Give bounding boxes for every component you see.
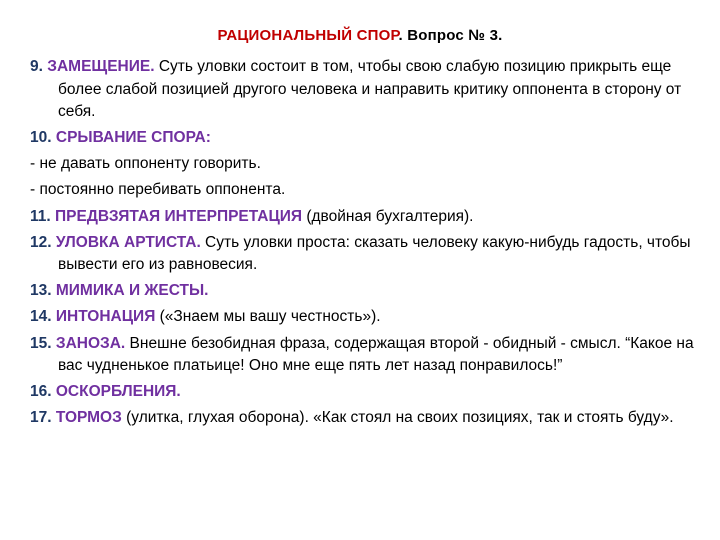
- item-heading: ТОРМОЗ: [55, 409, 122, 427]
- item-text: (улитка, глухая оборона). «Как стоял на своих позициях, так и стоять буду».: [121, 409, 674, 427]
- item-heading: ЗАМЕЩЕНИЕ.: [47, 58, 155, 75]
- item-heading: УЛОВКА АРТИСТА.: [55, 233, 201, 251]
- list-subitem: [30, 179, 695, 202]
- item-text: (двойная бухгалтерия).: [302, 207, 474, 225]
- list-item-11: [30, 206, 695, 229]
- slide-body: [30, 56, 695, 433]
- list-item-10: [30, 127, 695, 150]
- slide-title-suffix: . Вопрос № 3.: [398, 27, 503, 44]
- item-number: 15.: [30, 334, 52, 352]
- slide-title-accent: РАЦИОНАЛЬНЫЙ СПОР: [217, 27, 399, 44]
- item-number: 12.: [30, 233, 52, 251]
- item-heading: ОСКОРБЛЕНИЯ.: [55, 383, 181, 401]
- subitem-text: - постоянно перебивать оппонента.: [30, 181, 286, 199]
- list-subitem: [30, 153, 695, 176]
- subitem-text: - не давать оппоненту говорить.: [30, 155, 261, 173]
- item-text: Суть уловки состоит в том, чтобы свою слабую позицию прикрыть еще более слабой позицией другого человека и направить критику оппонента в сторону от себя.: [58, 58, 682, 121]
- list-item-14: [30, 306, 695, 329]
- item-number: 11.: [30, 207, 51, 225]
- item-text: Суть уловки проста: сказать человеку какую-нибудь гадость, чтобы вывести его из равновесия.: [58, 233, 691, 274]
- item-number: 10.: [30, 129, 52, 147]
- item-number: 17.: [30, 409, 52, 427]
- item-text: («Знаем мы вашу честность»).: [155, 308, 381, 326]
- item-text: Внешне безобидная фраза, содержащая второй - обидный - смысл. “Какое на вас чудненькое платьице! Оно мне еще пять лет назад понравилось!”: [58, 334, 694, 375]
- item-number: 14.: [30, 308, 52, 326]
- item-number: 16.: [30, 383, 52, 401]
- item-heading: ИНТОНАЦИЯ: [55, 308, 156, 326]
- list-item-13: [30, 280, 695, 303]
- item-heading: МИМИКА И ЖЕСТЫ.: [55, 282, 209, 300]
- slide-title: [0, 27, 720, 44]
- item-number: 13.: [30, 282, 52, 300]
- list-item-16: [30, 381, 695, 404]
- item-heading: ЗАНОЗА.: [55, 334, 126, 352]
- list-item-9: [30, 56, 695, 124]
- item-heading: СРЫВАНИЕ СПОРА:: [55, 129, 211, 147]
- list-item-15: [30, 333, 695, 378]
- list-item-12: [30, 232, 695, 277]
- item-heading: ПРЕДВЗЯТАЯ ИНТЕРПРЕТАЦИЯ: [55, 207, 303, 225]
- list-item-17: [30, 407, 695, 430]
- item-number: 9.: [30, 58, 43, 75]
